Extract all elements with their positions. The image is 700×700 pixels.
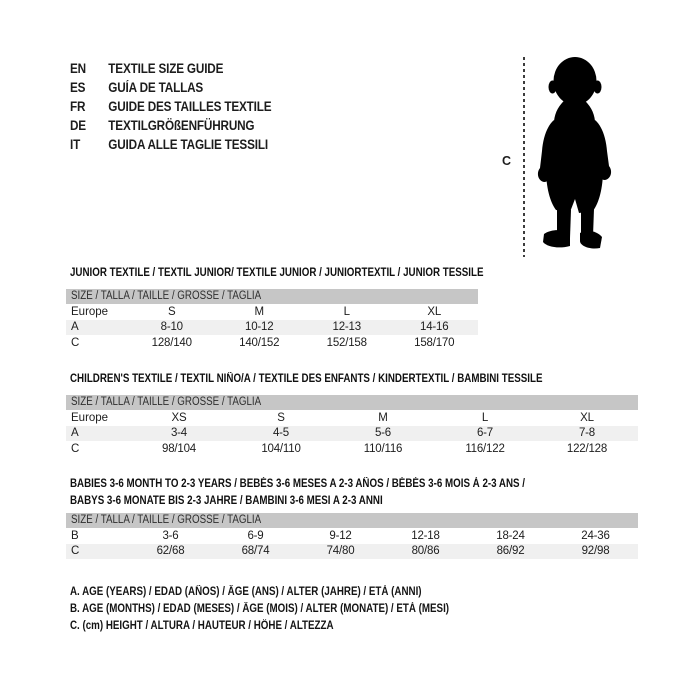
size-table-babies [66,476,638,559]
size-cell: 116/122 [465,442,505,455]
size-cell: S [277,411,285,424]
row-label: Europe [71,411,109,424]
size-cell: 14-16 [420,321,449,334]
language-code: ES [70,80,86,95]
size-cell: 140/152 [239,336,280,349]
table-header-bar: SIZE / TALLA / TAILLE / GRÖSSE / TAGLIA [66,395,638,410]
table-row [66,410,638,426]
table-row [66,441,638,457]
table-body [66,528,638,559]
size-cell: 86/92 [496,545,525,558]
language-label: TEXTILGRÖßENFÜHRUNG [108,118,255,133]
table-row [66,304,478,320]
size-cell: 122/128 [566,442,608,455]
note-age-years: A. AGE (YEARS) / EDAD (AÑOS) / ÂGE (ANS) / ALTER (JAHRE) / ETÀ (ANNI) [70,586,422,598]
size-cell: M [254,305,264,318]
size-cell: 12-18 [411,529,440,542]
size-cell: 24-36 [581,529,610,542]
size-cell: 74/80 [326,545,355,558]
language-label: TEXTILE SIZE GUIDE [108,61,224,76]
height-dashed-line [523,57,525,257]
size-cell: 68/74 [241,545,270,558]
table-header-bar: SIZE / TALLA / TAILLE / GRÖSSE / TAGLIA [66,289,478,304]
size-cell: 5-6 [374,427,392,440]
size-table-junior [66,267,484,351]
table-row [66,320,478,336]
table-title-line1: BABIES 3-6 MONTH TO 2-3 YEARS / BEBÉS 3-6 MESES A 2-3 AÑOS / BÉBÉS 3-6 MOIS À 2-3 ANS / [70,478,526,490]
note-age-months: B. AGE (MONTHS) / EDAD (MESES) / ÂGE (MOIS) / ALTER (MONATE) / ETÀ (MESI) [70,603,450,615]
size-cell: 128/140 [151,336,192,349]
size-cell: XL [580,411,594,424]
size-table-children [66,373,638,457]
table-row [66,544,638,560]
size-cell: 9-12 [329,529,352,542]
table-title-line2: BABYS 3-6 MONATE BIS 2-3 JAHRE / BAMBINI 3-6 MESI A 2-3 ANNI [70,495,383,507]
language-row-fr [70,97,302,116]
baby-silhouette-icon [529,56,623,256]
size-cell: 6-9 [247,529,264,542]
size-cell: 92/98 [581,545,610,558]
row-label: A [71,321,79,334]
legend-notes [70,584,516,635]
row-label: C [71,442,80,455]
size-cell: 158/170 [414,336,455,349]
table-header-bar: SIZE / TALLA / TAILLE / GRÖSSE / TAGLIA [66,513,638,528]
table-title: CHILDREN'S TEXTILE / TEXTIL NIÑO/A / TEXTILE DES ENFANTS / KINDERTEXTIL / BAMBINI TESSILE [70,373,543,385]
row-label: Europe [71,305,109,318]
size-cell: L [481,411,489,424]
size-cell: XL [427,305,442,318]
table-row [66,528,638,544]
language-row-en [70,59,302,78]
table-row [66,426,638,442]
size-cell: 3-6 [162,529,179,542]
language-code: DE [70,118,86,133]
language-row-de [70,116,302,135]
size-cell: 62/68 [156,545,185,558]
height-label-c: C [502,154,512,168]
language-label: GUÍA DE TALLAS [108,80,204,95]
row-label: B [71,529,79,542]
table-title: JUNIOR TEXTILE / TEXTIL JUNIOR/ TEXTILE JUNIOR / JUNIORTEXTIL / JUNIOR TESSILE [70,267,484,279]
size-cell: M [378,411,388,424]
size-cell: 7-8 [578,427,596,440]
size-cell: 80/86 [411,545,440,558]
size-cell: 110/116 [363,442,403,455]
size-cell: L [343,305,350,318]
size-cell: 104/110 [261,442,301,455]
size-cell: 3-4 [170,427,188,440]
row-label: C [71,545,80,558]
size-cell: 18-24 [496,529,525,542]
size-cell: 12-13 [332,321,361,334]
language-row-it [70,135,302,154]
table-body [66,304,478,351]
row-label: A [71,427,79,440]
language-label: GUIDE DES TAILLES TEXTILE [108,99,272,114]
size-cell: 8-10 [160,321,183,334]
size-cell: 6-7 [476,427,494,440]
table-body [66,410,638,457]
table-row [66,335,478,351]
language-row-es [70,78,302,97]
size-cell: S [168,305,176,318]
size-cell: XS [171,411,187,424]
language-code: IT [70,137,81,152]
note-height-cm: C. (cm) HEIGHT / ALTURA / HAUTEUR / HÖHE / ALTEZZA [70,620,334,632]
size-cell: 152/158 [326,336,367,349]
language-code: FR [70,99,86,114]
size-cell: 4-5 [272,427,290,440]
language-label: GUIDA ALLE TAGLIE TESSILI [108,137,268,152]
row-label: C [71,336,80,349]
size-cell: 10-12 [245,321,274,334]
size-cell: 98/104 [162,442,196,455]
language-code: EN [70,61,86,76]
language-list [70,59,302,154]
